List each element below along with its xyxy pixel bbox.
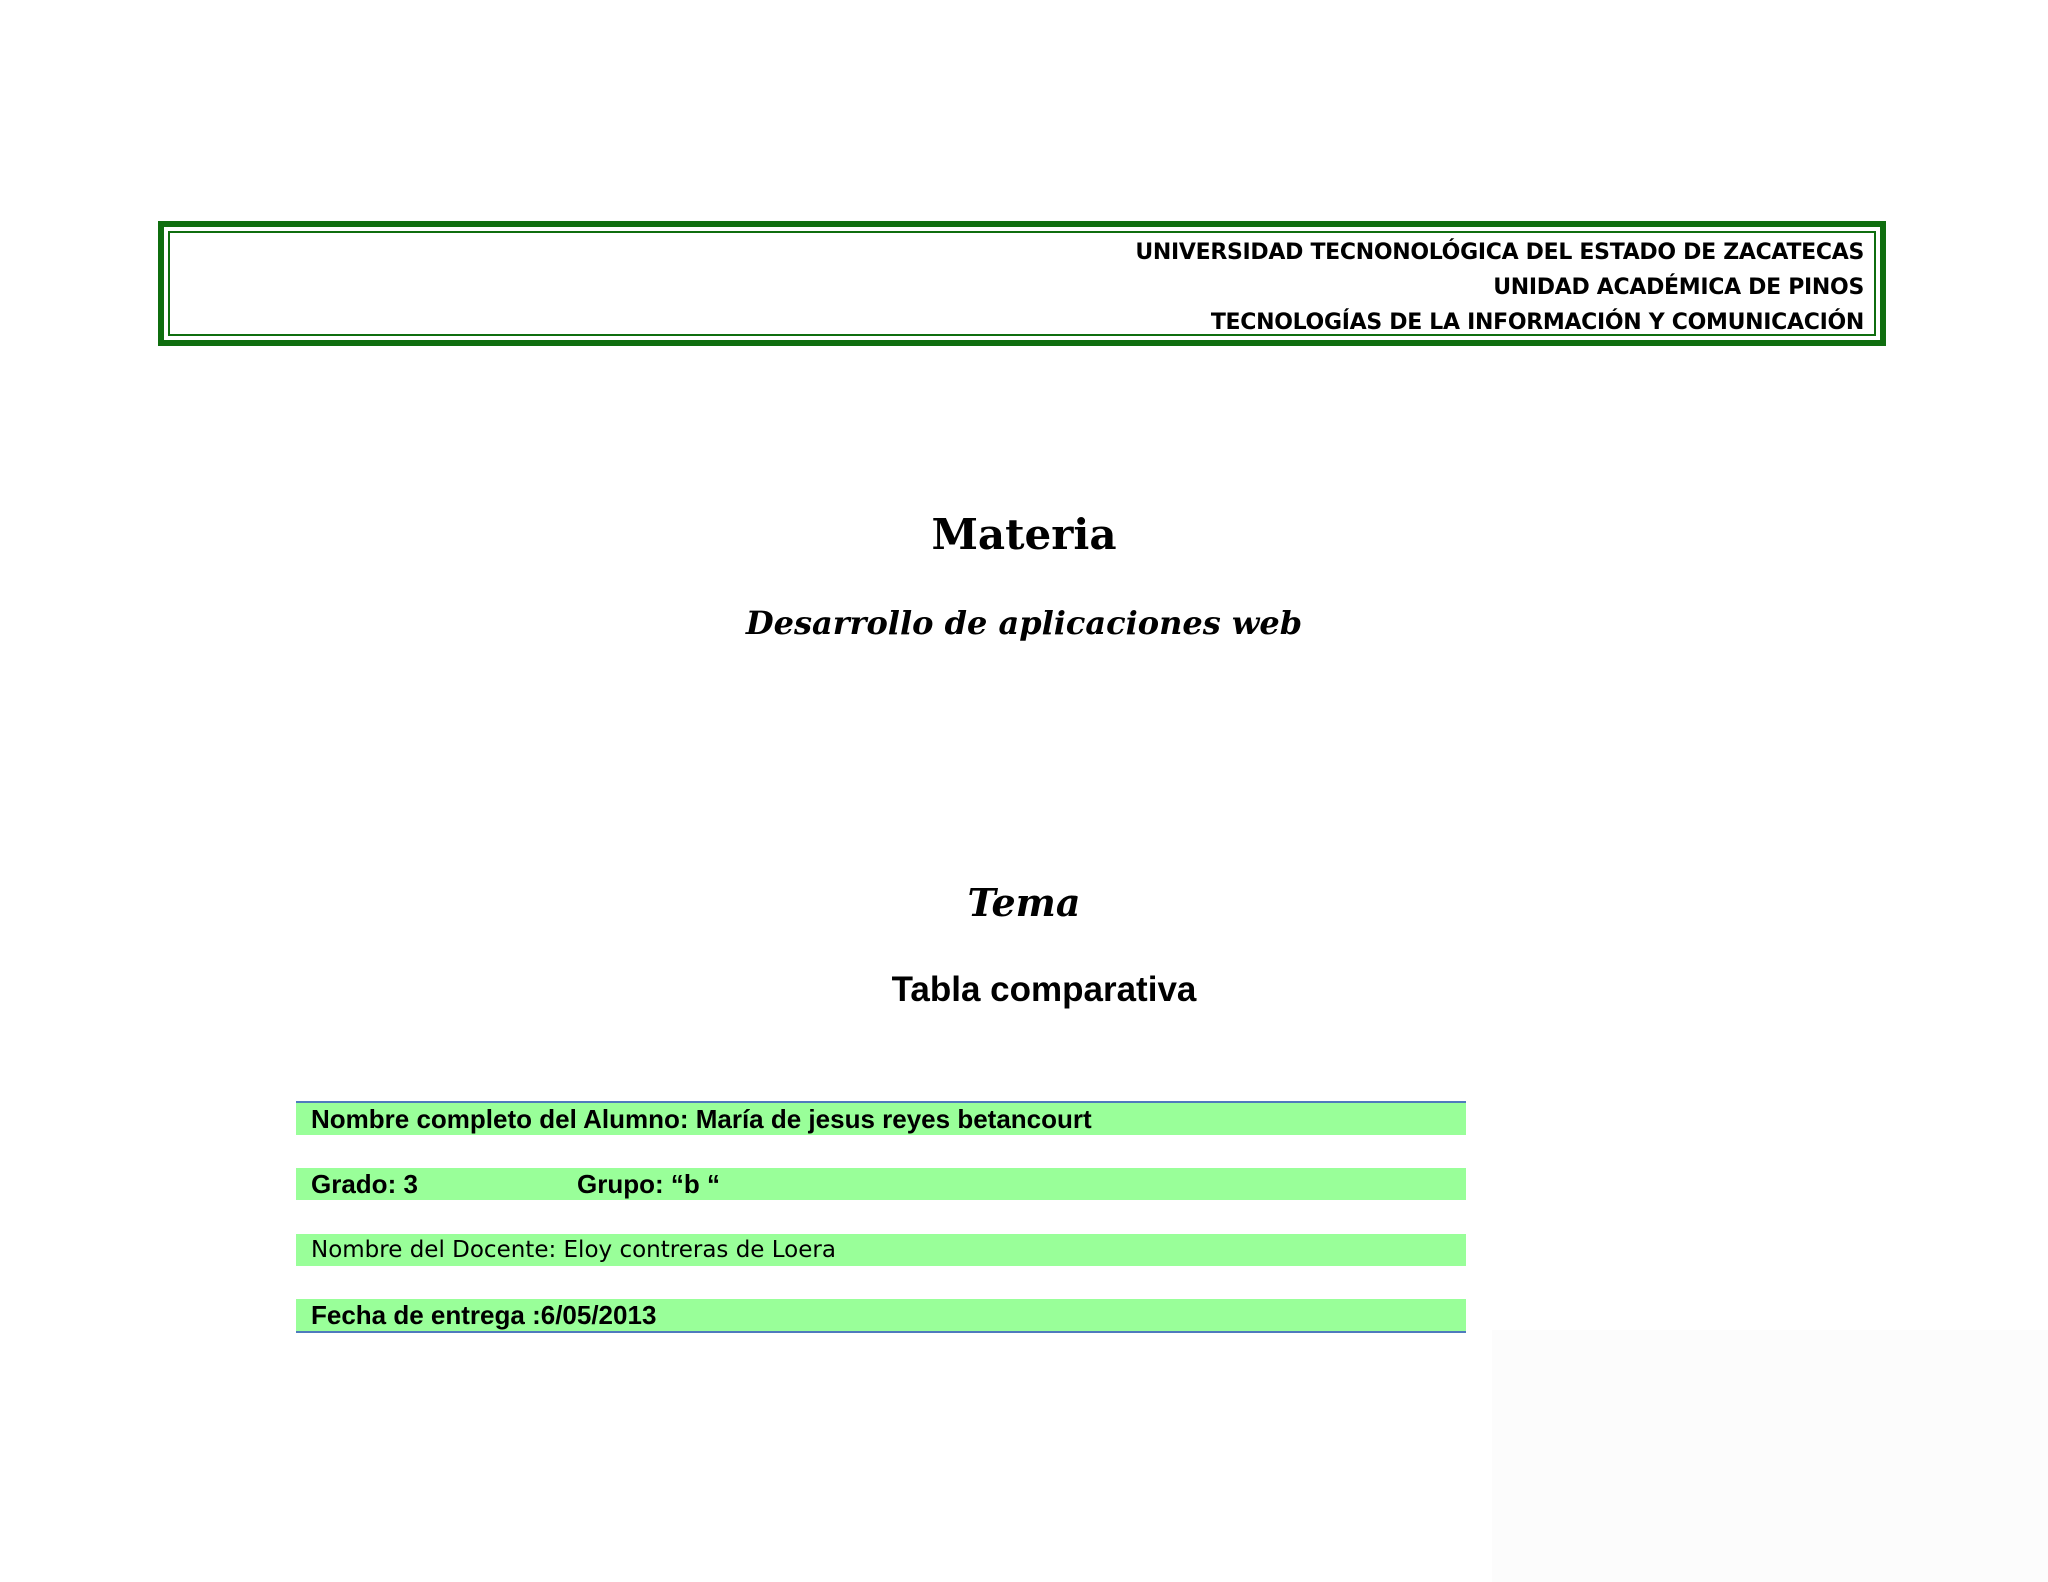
student-name-row bbox=[296, 1103, 1466, 1135]
university-header-box bbox=[158, 221, 1886, 346]
page-shade-area bbox=[1492, 1330, 2048, 1582]
teacher-row bbox=[296, 1234, 1466, 1266]
grade-group-row bbox=[296, 1168, 1466, 1200]
row-spacer bbox=[296, 1266, 1466, 1299]
group-text: Grupo: “b “ bbox=[577, 1169, 720, 1199]
due-date-text: Fecha de entrega :6/05/2013 bbox=[311, 1300, 657, 1330]
department-name: TECNOLOGÍAS DE LA INFORMACIÓN Y COMUNICACIÓN bbox=[1210, 310, 1864, 335]
student-name-text: Nombre completo del Alumno: María de jesus reyes betancourt bbox=[311, 1104, 1092, 1134]
grade-text: Grado: 3 bbox=[311, 1169, 418, 1199]
tema-value: Tabla comparativa bbox=[891, 970, 1197, 1009]
student-info-block bbox=[296, 1101, 1466, 1333]
university-name: UNIVERSIDAD TECNONOLÓGICA DEL ESTADO DE ZACATECAS bbox=[1135, 240, 1864, 265]
tema-heading: Tema bbox=[967, 880, 1081, 925]
row-spacer bbox=[296, 1135, 1466, 1168]
header-text-block bbox=[1135, 235, 1864, 340]
materia-value: Desarrollo de aplicaciones web bbox=[745, 604, 1303, 642]
teacher-text: Nombre del Docente: Eloy contreras de Loera bbox=[311, 1237, 836, 1263]
academic-unit: UNIDAD ACADÉMICA DE PINOS bbox=[1493, 275, 1864, 300]
due-date-row bbox=[296, 1299, 1466, 1331]
materia-heading: Materia bbox=[931, 510, 1117, 559]
row-spacer bbox=[296, 1200, 1466, 1234]
